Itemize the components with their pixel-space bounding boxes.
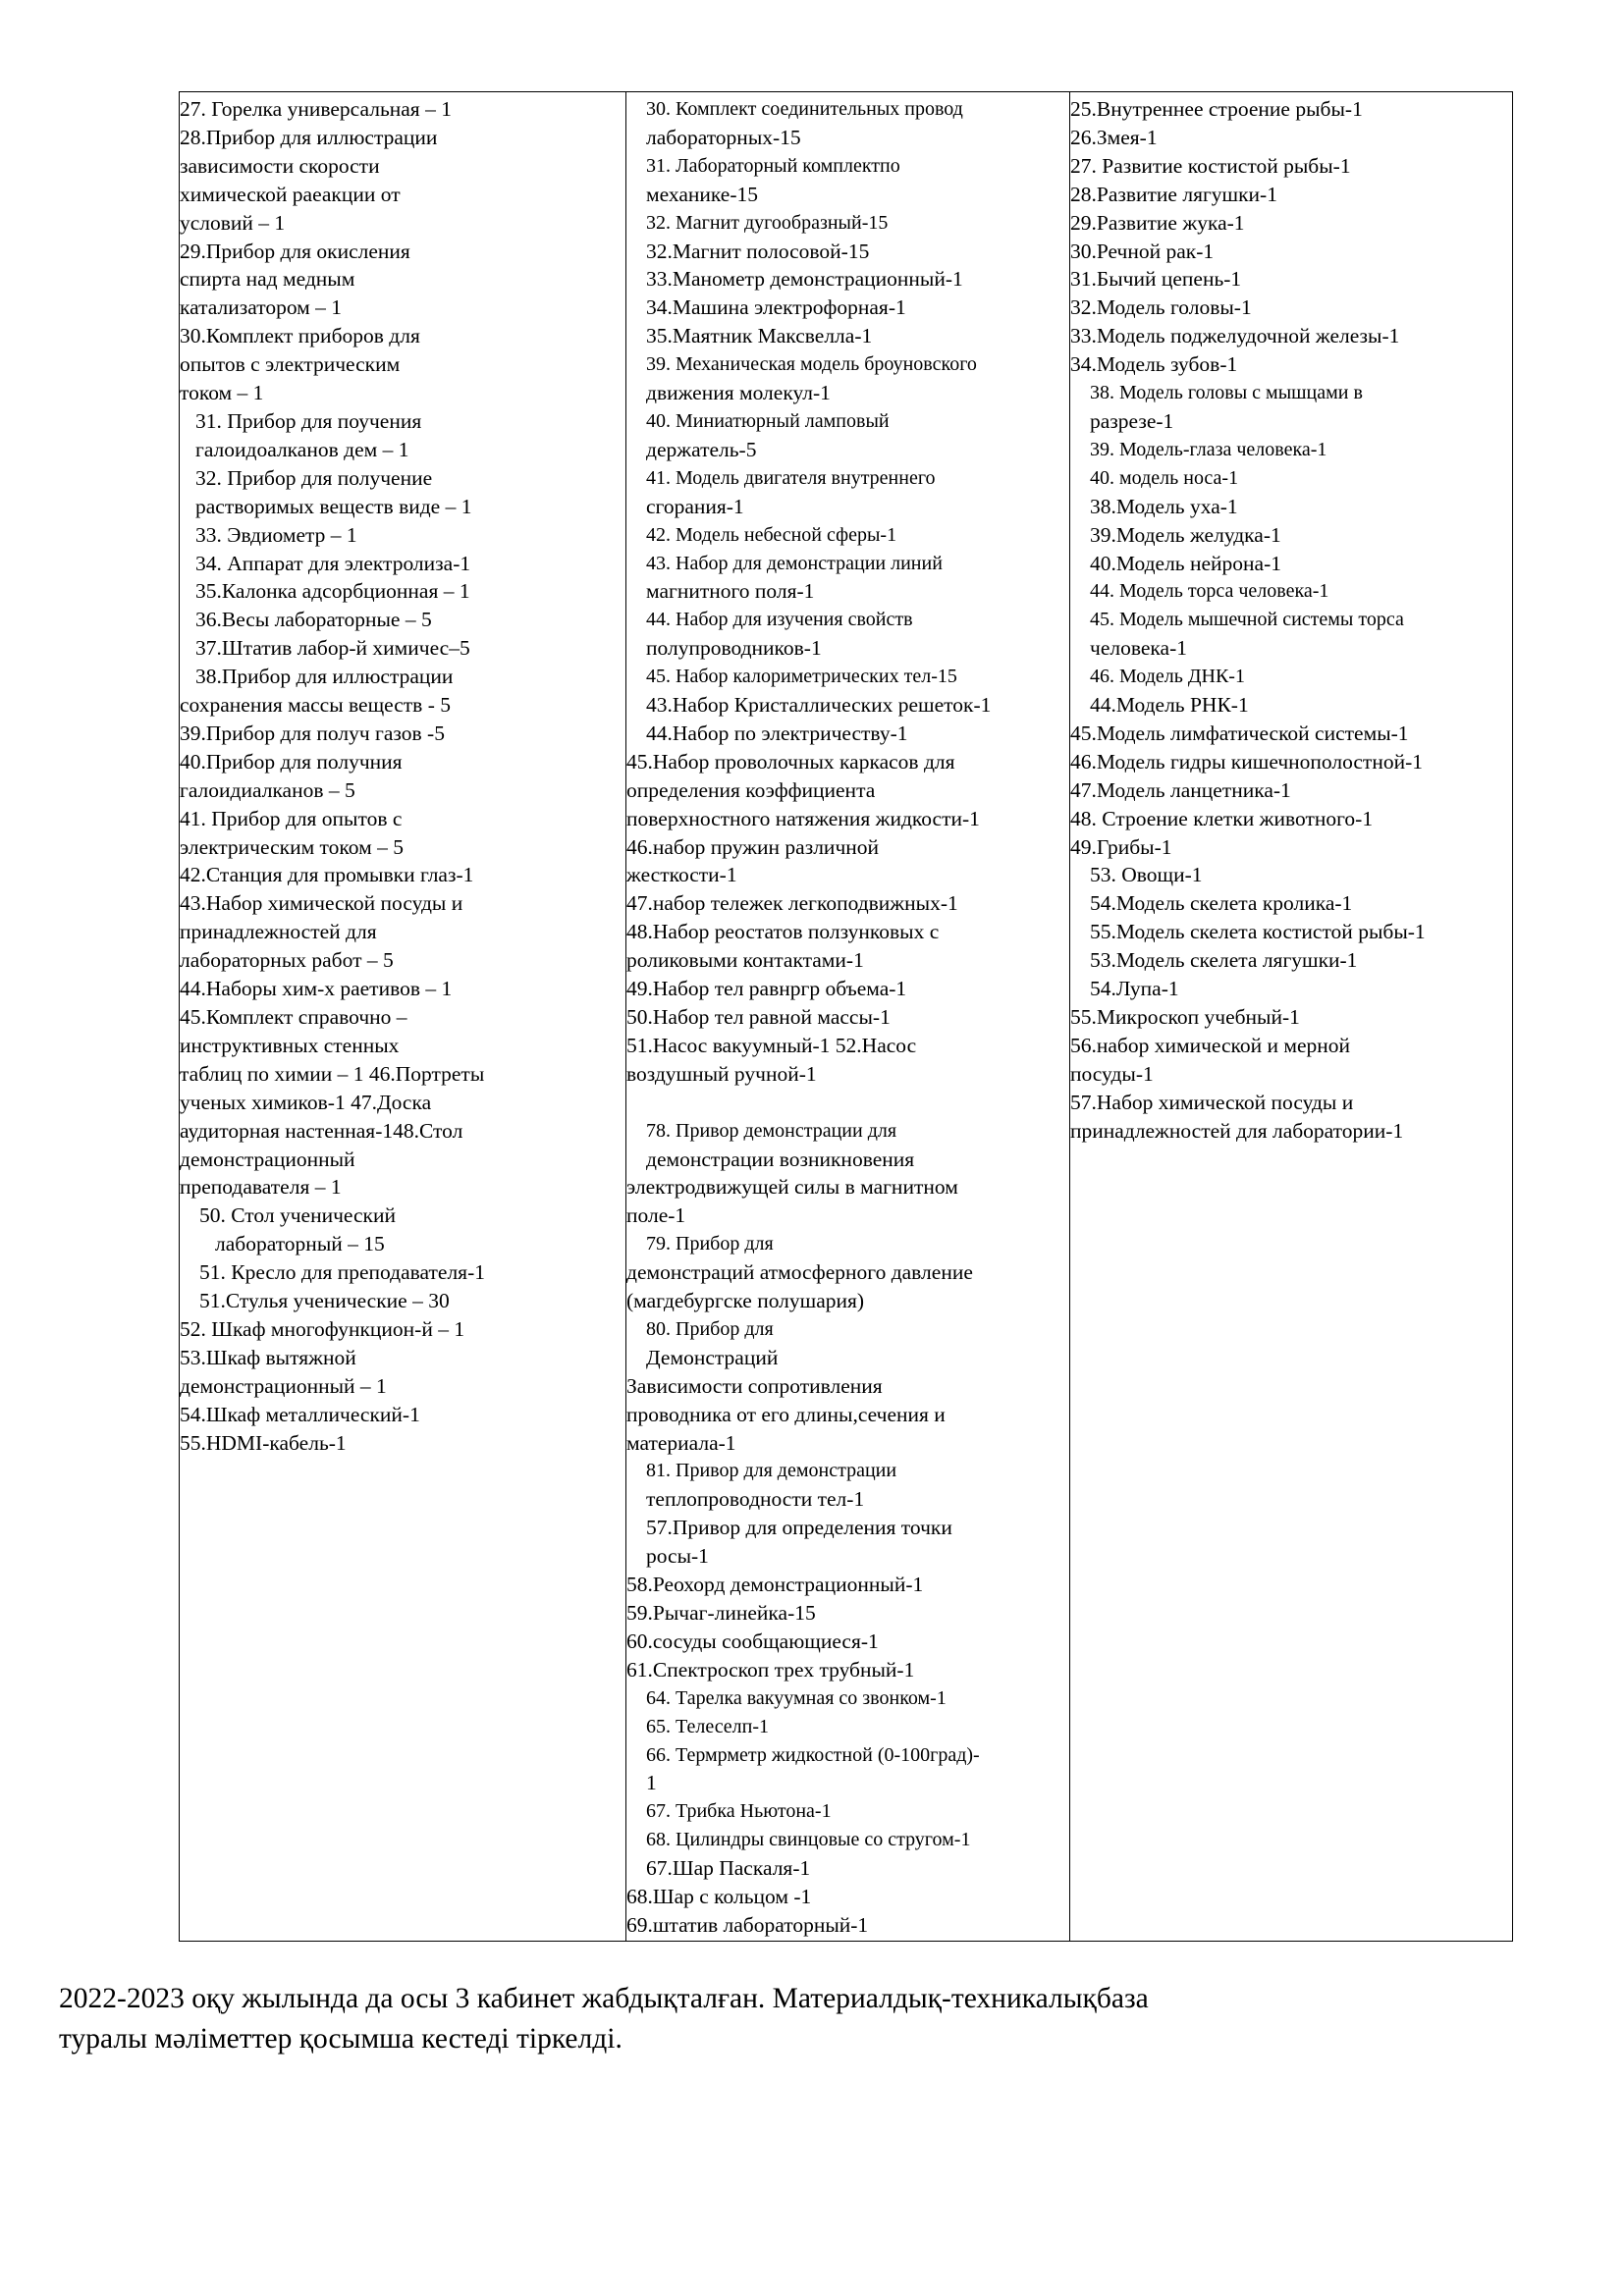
list-item: 25.Внутреннее строение рыбы-1 bbox=[1070, 97, 1363, 121]
list-item: 47.Модель ланцетника-1 bbox=[1070, 777, 1291, 802]
list-item: 45.Модель лимфатической системы-1 bbox=[1070, 721, 1409, 745]
list-item: 45.Набор проволочных каркасов для bbox=[626, 749, 955, 774]
list-item: инструктивных стенных bbox=[180, 1033, 400, 1057]
list-item: сгорания-1 bbox=[646, 494, 744, 518]
list-item: 55.Модель скелета костистой рыбы-1 bbox=[1090, 920, 1426, 944]
list-item: 40.Прибор для получния bbox=[180, 749, 403, 774]
list-item: движения молекул-1 bbox=[646, 381, 831, 405]
list-item: 49.Грибы-1 bbox=[1070, 834, 1172, 859]
list-item: разрезе-1 bbox=[1090, 408, 1174, 433]
list-item: 43.Набор химической посуды и bbox=[180, 891, 463, 916]
list-item: посуды-1 bbox=[1070, 1061, 1154, 1086]
list-item: 61.Спектроскоп трех трубный-1 bbox=[626, 1657, 915, 1682]
list-item: определения коэффициента bbox=[626, 777, 876, 802]
list-item: 27. Развитие костистой рыбы-1 bbox=[1070, 153, 1351, 178]
list-item: принадлежностей для лаборатории-1 bbox=[1070, 1118, 1404, 1143]
list-item: (магдебургске полушария) bbox=[626, 1289, 865, 1313]
list-item: 33. Эвдиометр – 1 bbox=[195, 522, 357, 547]
list-item: 44.Наборы хим-х раетивов – 1 bbox=[180, 977, 453, 1001]
list-item: 45. Модель мышечной системы торса bbox=[1090, 609, 1404, 631]
list-item: электродвижущей силы в магнитном bbox=[626, 1175, 958, 1200]
list-item: 30.Речной рак-1 bbox=[1070, 239, 1215, 263]
list-item: 54.Модель скелета кролика-1 bbox=[1090, 891, 1353, 916]
list-item: демонстрационный bbox=[180, 1147, 355, 1171]
list-item: 47.набор тележек легкоподвижных-1 bbox=[626, 891, 958, 916]
list-item: 36.Весы лабораторные – 5 bbox=[195, 608, 432, 632]
list-item: 50. Стол ученический bbox=[199, 1203, 396, 1228]
list-item: 27. Горелка универсальная – 1 bbox=[180, 97, 452, 121]
list-item: 68. Цилиндры свинцовые со стругом-1 bbox=[646, 1829, 971, 1851]
list-item: 34.Модель зубов-1 bbox=[1070, 352, 1238, 377]
list-item: 30.Комплект приборов для bbox=[180, 324, 420, 348]
list-item: 55.Микроскоп учебный-1 bbox=[1070, 1005, 1300, 1029]
list-item: 50.Набор тел равной массы-1 bbox=[626, 1005, 891, 1029]
list-item: 43.Набор Кристаллических решеток-1 bbox=[646, 693, 992, 718]
list-item: 39.Модель желудка-1 bbox=[1090, 522, 1281, 547]
biology-equipment-column bbox=[1070, 92, 1513, 1942]
list-item: 44. Модель торса человека-1 bbox=[1090, 580, 1329, 603]
list-item: 33.Модель поджелудочной железы-1 bbox=[1070, 324, 1400, 348]
list-item: воздушный ручной-1 bbox=[626, 1061, 817, 1086]
list-item: 60.сосуды сообщающиеся-1 bbox=[626, 1629, 879, 1653]
list-item: 48.Набор реостатов ползунковых с bbox=[626, 920, 940, 944]
list-item: 42.Станция для промывки глаз-1 bbox=[180, 863, 474, 887]
list-item: теплопроводности тел-1 bbox=[646, 1487, 865, 1512]
list-item: 38. Модель головы с мышцами в bbox=[1090, 382, 1363, 404]
list-item: 64. Тарелка вакуумная со звонком-1 bbox=[646, 1686, 947, 1709]
list-item: 69.штатив лабораторный-1 bbox=[626, 1912, 869, 1937]
list-item: 28.Развитие лягушки-1 bbox=[1070, 182, 1277, 206]
list-item: принадлежностей для bbox=[180, 920, 377, 944]
list-item: полупроводников-1 bbox=[646, 636, 822, 661]
list-item: 46. Модель ДНК-1 bbox=[1090, 666, 1245, 688]
list-item: проводника от его длины,сечения и bbox=[626, 1402, 946, 1426]
list-item: 49.Набор тел равнргр объема-1 bbox=[626, 977, 907, 1001]
list-item: 46.Модель гидры кишечнополостной-1 bbox=[1070, 749, 1423, 774]
list-item: магнитного поля-1 bbox=[646, 579, 815, 604]
list-item: 35.Калонка адсорбционная – 1 bbox=[195, 579, 470, 604]
list-item: 55.HDMI-кабель-1 bbox=[180, 1430, 347, 1455]
list-item: механике-15 bbox=[646, 182, 758, 206]
list-item: 39. Механическая модель броуновского bbox=[646, 353, 977, 376]
list-item: таблиц по химии – 1 46.Портреты bbox=[180, 1061, 485, 1086]
list-item: 44. Набор для изучения свойств bbox=[646, 609, 913, 631]
list-item: 58.Реохорд демонстрационный-1 bbox=[626, 1573, 924, 1597]
list-item: демонстраций атмосферного давление bbox=[626, 1260, 973, 1285]
list-item: 31. Прибор для поучения bbox=[195, 408, 422, 433]
list-item: лабораторный – 15 bbox=[215, 1232, 385, 1256]
list-item: 45.Комплект справочно – bbox=[180, 1005, 407, 1029]
list-item: опытов с электрическим bbox=[180, 352, 401, 377]
list-item: 1 bbox=[646, 1771, 657, 1795]
list-item: 78. Привор демонстрации для bbox=[646, 1119, 897, 1142]
list-item: лабораторных работ – 5 bbox=[180, 948, 394, 973]
physics-equipment-column bbox=[626, 92, 1070, 1942]
list-item: 40. Миниатюрный ламповый bbox=[646, 409, 890, 432]
list-item: 40. модель носа-1 bbox=[1090, 466, 1239, 489]
list-item: 51. Кресло для преподавателя-1 bbox=[199, 1260, 485, 1285]
list-item: роликовыми контактами-1 bbox=[626, 948, 864, 973]
list-item: катализатором – 1 bbox=[180, 295, 343, 320]
list-item: растворимых веществ виде – 1 bbox=[195, 494, 472, 518]
list-item: держатель-5 bbox=[646, 437, 757, 461]
list-item: 29.Развитие жука-1 bbox=[1070, 210, 1245, 235]
list-item: 39. Модель-глаза человека-1 bbox=[1090, 438, 1327, 460]
list-item: преподавателя – 1 bbox=[180, 1175, 342, 1200]
list-item: 31.Бычий цепень-1 bbox=[1070, 267, 1242, 292]
equipment-table bbox=[179, 91, 1513, 1942]
list-item: галоидиалканов – 5 bbox=[180, 777, 355, 802]
list-item: росы-1 bbox=[646, 1544, 709, 1569]
list-item: поле-1 bbox=[626, 1203, 686, 1228]
list-item: 37.Штатив лабор-й химичес–5 bbox=[195, 636, 470, 661]
list-item: зависимости скорости bbox=[180, 153, 380, 178]
list-item: 46.набор пружин различной bbox=[626, 834, 880, 859]
list-item: 35.Маятник Максвелла-1 bbox=[646, 324, 873, 348]
list-item: 67.Шар Паскаля-1 bbox=[646, 1856, 811, 1881]
list-item: 53.Модель скелета лягушки-1 bbox=[1090, 948, 1358, 973]
list-item: 34. Аппарат для электролиза-1 bbox=[195, 551, 471, 575]
list-item: ученых химиков-1 47.Доска bbox=[180, 1090, 432, 1114]
list-item: 41. Модель двигателя внутреннего bbox=[646, 466, 936, 489]
list-item: жесткости-1 bbox=[626, 863, 737, 887]
list-item: 32. Магнит дугообразный-15 bbox=[646, 211, 889, 234]
list-item: 81. Привор для демонстрации bbox=[646, 1460, 897, 1482]
list-item: 79. Прибор для bbox=[646, 1233, 774, 1255]
list-item: током – 1 bbox=[180, 381, 264, 405]
list-item: материала-1 bbox=[626, 1430, 736, 1455]
list-item: 32. Прибор для получение bbox=[195, 465, 433, 490]
list-item: 40.Модель нейрона-1 bbox=[1090, 551, 1281, 575]
list-item: Демонстраций bbox=[646, 1345, 779, 1369]
list-item: поверхностного натяжения жидкости-1 bbox=[626, 806, 980, 830]
list-item: галоидоалканов дем – 1 bbox=[195, 437, 409, 461]
list-item: 34.Машина электрофорная-1 bbox=[646, 295, 906, 320]
list-item: 44.Модель РНК-1 bbox=[1090, 693, 1249, 718]
list-item: 53. Овощи-1 bbox=[1090, 863, 1203, 887]
list-item: химической раеакции от bbox=[180, 182, 401, 206]
list-item: демонстрационный – 1 bbox=[180, 1373, 387, 1398]
list-item: 31. Лабораторный комплектпо bbox=[646, 154, 900, 177]
footer-line: туралы мәліметтер қосымша кестеді тіркелді. bbox=[59, 2023, 623, 2055]
list-item: 65. Телеселп-1 bbox=[646, 1715, 770, 1737]
list-item: условий – 1 bbox=[180, 210, 286, 235]
list-item: человека-1 bbox=[1090, 636, 1187, 661]
list-item: аудиторная настенная-148.Стол bbox=[180, 1118, 463, 1143]
list-item: электрическим током – 5 bbox=[180, 834, 404, 859]
list-item: 43. Набор для демонстрации линий bbox=[646, 552, 943, 574]
list-item: 51.Стулья ученические – 30 bbox=[199, 1289, 450, 1313]
list-item: 26.Змея-1 bbox=[1070, 125, 1158, 149]
list-item: 57.Набор химической посуды и bbox=[1070, 1090, 1354, 1114]
table-row bbox=[180, 92, 1513, 1942]
list-item: 28.Прибор для иллюстрации bbox=[180, 125, 438, 149]
list-item: 44.Набор по электричеству-1 bbox=[646, 721, 908, 745]
list-item: 32.Модель головы-1 bbox=[1070, 295, 1252, 320]
list-item: 56.набор химической и мерной bbox=[1070, 1033, 1351, 1057]
list-item: 30. Комплект соединительных провод bbox=[646, 98, 963, 120]
list-item: 57.Привор для определения точки bbox=[646, 1516, 952, 1540]
list-item: 51.Насос вакуумный-1 52.Насос bbox=[626, 1033, 917, 1057]
list-item: 54.Шкаф металлический-1 bbox=[180, 1402, 420, 1426]
list-item: 54.Лупа-1 bbox=[1090, 977, 1179, 1001]
footer-paragraph bbox=[59, 1979, 1551, 2059]
list-item: Зависимости сопротивления bbox=[626, 1373, 883, 1398]
list-item: 32.Магнит полосовой-15 bbox=[646, 239, 870, 263]
list-item: 67. Трибка Ньютона-1 bbox=[646, 1800, 832, 1823]
list-item bbox=[626, 1089, 1069, 1117]
list-item: 42. Модель небесной сферы-1 bbox=[646, 523, 897, 546]
list-item: 52. Шкаф многофункцион-й – 1 bbox=[180, 1316, 465, 1341]
list-item: 68.Шар с кольцом -1 bbox=[626, 1885, 812, 1909]
list-item: 59.Рычаг-линейка-15 bbox=[626, 1601, 816, 1626]
list-item: 66. Термрметр жидкостной (0-100град)- bbox=[646, 1743, 980, 1766]
list-item: 38.Модель уха-1 bbox=[1090, 494, 1238, 518]
list-item: 45. Набор калориметрических тел-15 bbox=[646, 666, 957, 688]
footer-line: 2022-2023 оқу жылында да осы 3 кабинет жабдықталған. Материалдық-техникалықбаза bbox=[59, 1983, 1149, 2014]
list-item: 53.Шкаф вытяжной bbox=[180, 1345, 356, 1369]
list-item: 29.Прибор для окисления bbox=[180, 239, 410, 263]
list-item: лабораторных-15 bbox=[646, 125, 801, 149]
chemistry-equipment-column bbox=[180, 92, 626, 1942]
list-item: сохранения массы веществ - 5 bbox=[180, 693, 451, 718]
list-item: 41. Прибор для опытов с bbox=[180, 806, 403, 830]
list-item: 39.Прибор для получ газов -5 bbox=[180, 721, 445, 745]
list-item: 80. Прибор для bbox=[646, 1317, 774, 1340]
list-item: 48. Строение клетки животного-1 bbox=[1070, 806, 1374, 830]
list-item: 38.Прибор для иллюстрации bbox=[195, 665, 454, 689]
list-item: 33.Манометр демонстрационный-1 bbox=[646, 267, 963, 292]
list-item: спирта над медным bbox=[180, 267, 355, 292]
list-item: демонстрации возникновения bbox=[646, 1147, 915, 1171]
